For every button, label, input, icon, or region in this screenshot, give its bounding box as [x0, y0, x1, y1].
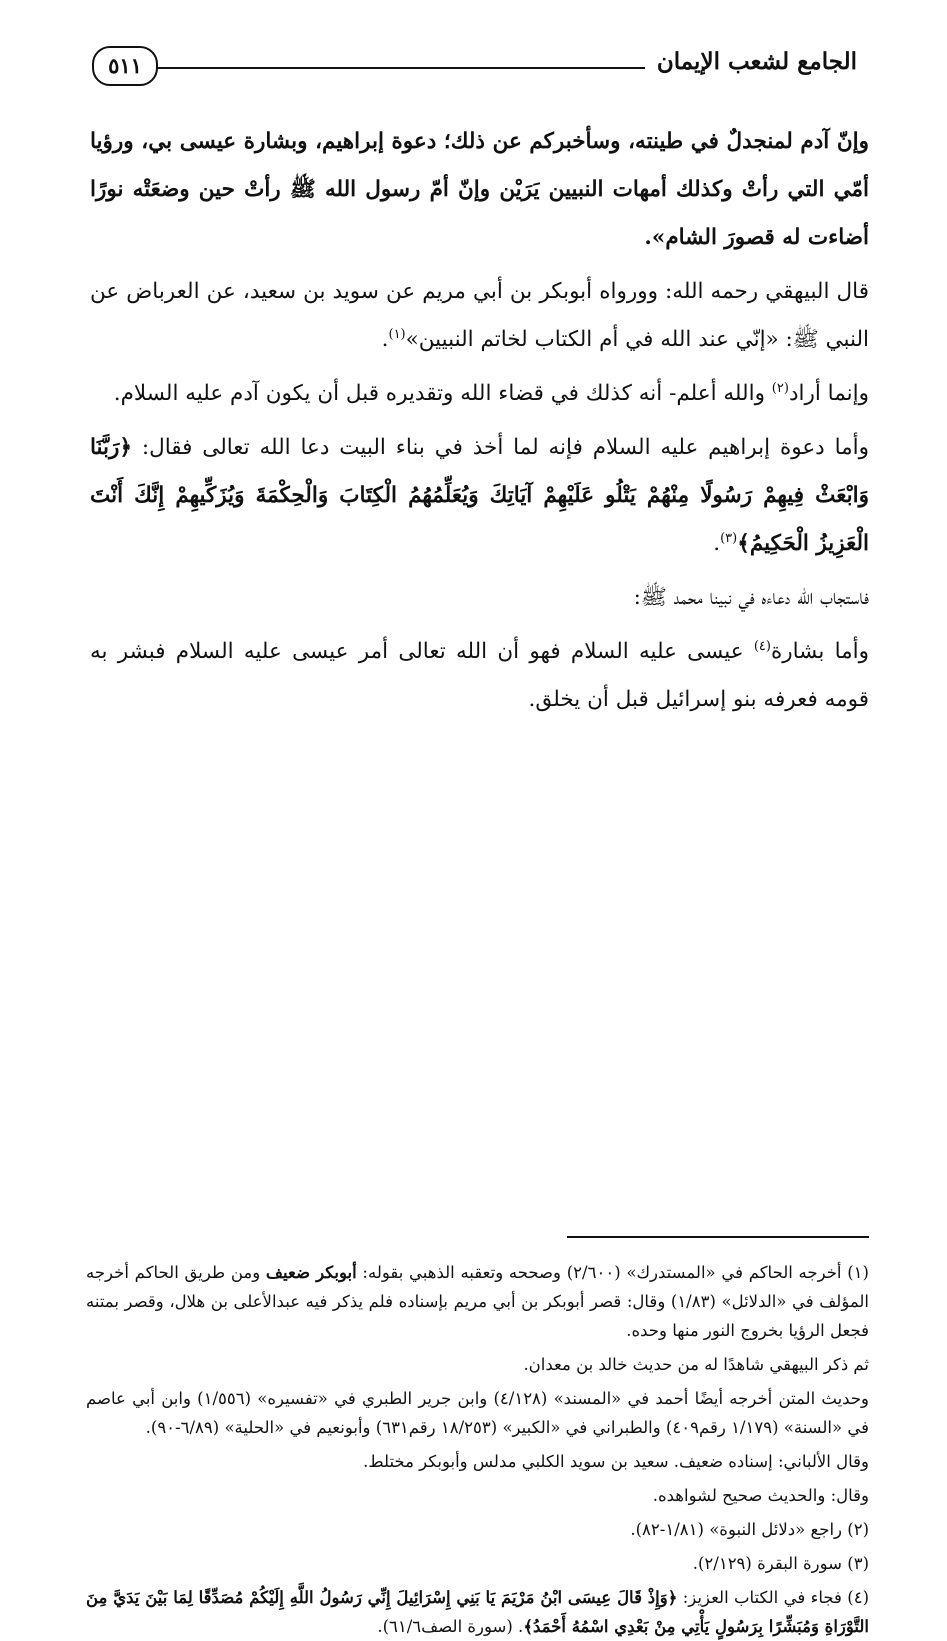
paragraph-bayhaqi-text: قال البيهقي رحمه الله: وورواه أبوبكر بن أبي مريم عن سويد بن سعيد، عن العرباض عن النبي ﷺ: «إنّي عند الله في أم الكتاب لخاتم النبيين»: [90, 279, 869, 352]
paragraph-ibrahim-prayer: [90, 424, 869, 568]
paragraph-meaning: [90, 370, 869, 418]
quran-verse-baqarah: ﴿رَبَّنَا وَابْعَثْ فِيهِمْ رَسُولًا مِنْهُمْ يَتْلُو عَلَيْهِمْ آيَاتِكَ وَيُعَلِّمُهُمُ الْكِتَابَ وَالْحِكْمَةَ وَيُزَكِّيهِمْ إِنَّكَ أَنْتَ الْعَزِيزُ الْحَكِيمُ﴾: [90, 435, 869, 556]
footnote-2: (٢) راجع «دلائل النبوة» (١/٨١-٨٢).: [630, 1520, 869, 1539]
footnote-1-witness: ثم ذكر البيهقي شاهدًا له من حديث خالد بن معدان.: [523, 1355, 869, 1374]
paragraph-ibrahim-intro: وأما دعوة إبراهيم عليه السلام فإنه لما أخذ في بناء البيت دعا الله تعالى فقال:: [141, 435, 869, 460]
quran-verse-saff: ﴿وَإِذْ قَالَ عِيسَى ابْنُ مَرْيَمَ يَا بَنِي إِسْرَائِيلَ إِنِّي رَسُولُ اللَّهِ إِلَيْكُمْ مُصَدِّقًا لِمَا بَيْنَ يَدَيَّ مِنَ التَّوْرَاةِ وَمُبَشِّرًا بِرَسُولٍ يَأْتِي مِنْ بَعْدِي اسْمُهُ أَحْمَدُ﴾: [86, 1588, 869, 1636]
footnote-1-sources: وحديث المتن أخرجه أيضًا أحمد في «المسند» (٤/١٢٨) وابن جرير الطبري في «تفسيره» (١/٥٥٦) وابن أبي عاصم في «السنة» (١/١٧٩ رقم٤٠٩) والطبراني في «الكبير» (١٨/٢٥٣ رقم٦٣١) وأبونعيم في «الحلية» (٦/٨٩-٩٠).: [86, 1389, 869, 1437]
footnote-ref-4[interactable]: (٤): [753, 638, 771, 654]
footnote-4-intro: (٤) فجاء في الكتاب العزيز:: [677, 1588, 869, 1607]
footnote-ref-2[interactable]: (٢): [771, 380, 789, 396]
footnote-1-bold: أبوبكر ضعيف: [265, 1263, 357, 1282]
footnote-1: [86, 1258, 869, 1345]
page-number: ٥١١: [92, 46, 158, 86]
paragraph-bayhaqi: [90, 268, 869, 364]
footnote-ref-1[interactable]: (١): [388, 326, 406, 342]
running-title: الجامع لشعب الإيمان: [656, 48, 857, 75]
paragraph-isa-tidings: [90, 628, 869, 724]
paragraph-bayhaqi-end: .: [381, 327, 389, 352]
footnote-4-ref: . (سورة الصف٦١/٦).: [377, 1617, 524, 1636]
paragraph-meaning-rest: والله أعلم- أنه كذلك في قضاء الله وتقديره قبل أن يكون آدم عليه السلام.: [113, 381, 772, 406]
main-text: [90, 118, 869, 724]
paragraph-meaning-start: وإنما أراد: [788, 381, 869, 406]
page-header: [92, 40, 857, 92]
footnote-3: (٣) سورة البقرة (٢/١٢٩).: [692, 1554, 869, 1573]
paragraph-hadith: وإنّ آدم لمنجدلٌ في طينته، وسأخبركم عن ذلك؛ دعوة إبراهيم، وبشارة عيسى بي، ورؤيا أمّي التي رأتْ وكذلك أمهات النبيين يَرَيْن وإنّ أمّ رسول الله ﷺ رأتْ حين وضعَتْه نورًا أضاءت له قصورَ الشام».: [90, 129, 869, 250]
footnote-1-text: (١) أخرجه الحاكم في «المستدرك» (٢/٦٠٠) وصححه وتعقبه الذهبي بقوله:: [356, 1263, 869, 1282]
footnote-ref-3[interactable]: (٣): [720, 530, 738, 546]
footnote-1-verdict: وقال: والحديث صحيح لشواهده.: [652, 1486, 869, 1505]
footnote-1-rest: ومن طريق الحاكم أخرجه المؤلف في «الدلائل» (١/٨٣) وقال: قصر أبوبكر بن أبي مريم بإسناده فلم يذكر فيه عبدالأعلى بن هلال، وقصر بمتنه فجعل الرؤيا بخروج النور منها وحده.: [86, 1263, 870, 1340]
footnote-divider: [567, 1236, 869, 1238]
footnote-1-albani: وقال الألباني: إسناده ضعيف. سعيد بن سويد الكلبي مدلس وأبوبكر مختلط.: [363, 1452, 869, 1471]
paragraph-answered: فاستجاب الله دعاءه في نبينا محمد ﷺ:: [633, 585, 869, 610]
paragraph-isa-rest: عيسى عليه السلام فهو أن الله تعالى أمر عيسى عليه السلام فبشر به قومه فعرفه بنو إسرائيل قبل أن يخلق.: [90, 639, 869, 712]
header-rule: [154, 67, 645, 69]
paragraph-isa-start: وأما بشارة: [770, 639, 869, 664]
footnote-4: [86, 1583, 869, 1641]
paragraph-ibrahim-end: .: [713, 531, 721, 556]
footnotes: [86, 1258, 869, 1641]
